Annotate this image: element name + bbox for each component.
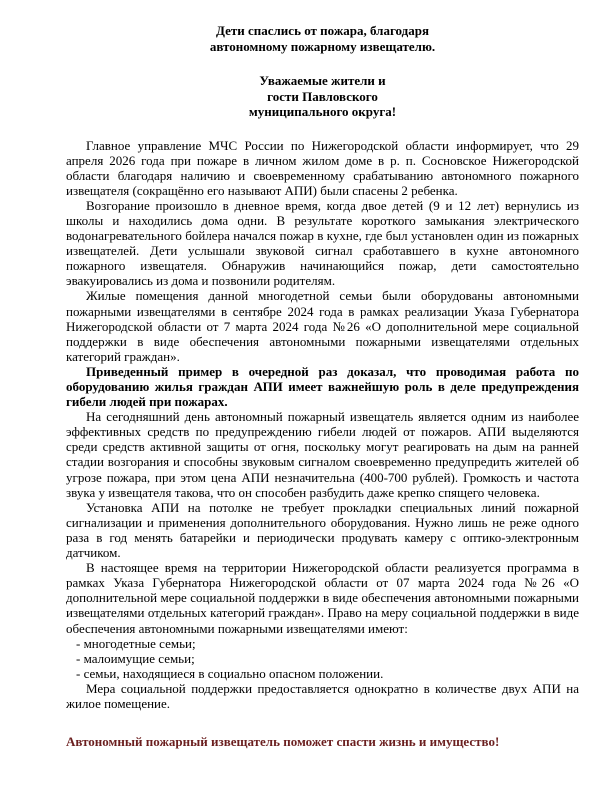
headline-line-1: Дети спаслись от пожара, благодаря: [215, 23, 429, 38]
list-item: - малоимущие семьи;: [76, 650, 195, 666]
greeting: [66, 73, 579, 120]
greeting-line-1: Уважаемые жители и: [259, 73, 386, 88]
paragraph-intro: Главное управление МЧС России по Нижегородской области информирует, что 29 апреля 2026 года при пожаре в личном жилом доме в р. п. Сосновское Нижегородской области благодаря наличию и своевременному срабатыванию автономного пожарного извещателя (сокращённо его называют АПИ) были спасены 2 ребенка.: [66, 137, 579, 198]
paragraph-effectiveness: На сегодняшний день автономный пожарный извещатель является одним из наиболее эффективных средств по предупреждению гибели людей от пожаров. АПИ выделяются среди средств активной защиты от огня, поскольку могут реагировать на дым на ранней стадии возгорания и способны звуковым сигналом своевременно предупредить жителей об угрозе пожара, при этом цена АПИ незначительна (400-700 рублей). Громкость и частота звука у извещателя такова, что он способен разбудить даже крепко спящего человека.: [66, 409, 579, 500]
headline-line-2: автономному пожарному извещателю.: [209, 38, 436, 54]
body-text: [66, 138, 579, 712]
greeting-line-2: гости Павловского: [267, 88, 378, 104]
list-item: - многодетные семьи;: [76, 635, 196, 651]
eligibility-list: [66, 636, 579, 681]
paragraph-program: В настоящее время на территории Нижегородской области реализуется программа в рамках Указа Губернатора Нижегородской области от 07 марта 2024 года №26 «О дополнительной мере социальной поддержки в виде обеспечения автономными пожарными извещателями отдельных категорий граждан». Право на меру социальной поддержки в виде обеспечения автономными пожарными извещателями имеют:: [66, 560, 579, 636]
paragraph-conclusion: Приведенный пример в очередной раз доказал, что проводимая работа по оборудованию жилья граждан АПИ имеет важнейшую роль в деле предупреждения гибели людей при пожарах.: [66, 363, 579, 410]
paragraph-equipment: Жилые помещения данной многодетной семьи были оборудованы автономными пожарными извещателями в сентябре 2024 года в рамках реализации Указа Губернатора Нижегородской области от 7 марта 2024 года №26 «О дополнительной мере социальной поддержки в виде обеспечения автономными пожарными извещателями отдельных категорий граждан».: [66, 288, 579, 364]
greeting-line-3: муниципального округа!: [248, 104, 397, 119]
document-page: [66, 0, 579, 750]
headline: [66, 23, 579, 54]
paragraph-installation: Установка АПИ на потолке не требует прокладки специальных линий пожарной сигнализации и применения дополнительного оборудования. Нужно лишь не реже одного раза в год менять батарейки и периодически продувать камеру с оптико-электронным датчиком.: [66, 499, 579, 561]
list-item: - семьи, находящиеся в социально опасном положении.: [76, 665, 384, 681]
paragraph-final: Мера социальной поддержки предоставляется однократно в количестве двух АПИ на жилое помещение.: [66, 680, 579, 711]
closing-slogan: Автономный пожарный извещатель поможет спасти жизнь и имущество!: [66, 734, 500, 750]
paragraph-incident: Возгорание произошло в дневное время, когда двое детей (9 и 12 лет) вернулись из школы и находились дома одни. В результате короткого замыкания электрического водонагревательного бойлера начался пожар в кухне, где был установлен один из пожарных извещателей. Дети услышали звуковой сигнал сработавшего в кухне автономного пожарного извещателя. Обнаружив начинающийся пожар, дети самостоятельно эвакуировались из дома и позвонили родителям.: [66, 197, 579, 289]
